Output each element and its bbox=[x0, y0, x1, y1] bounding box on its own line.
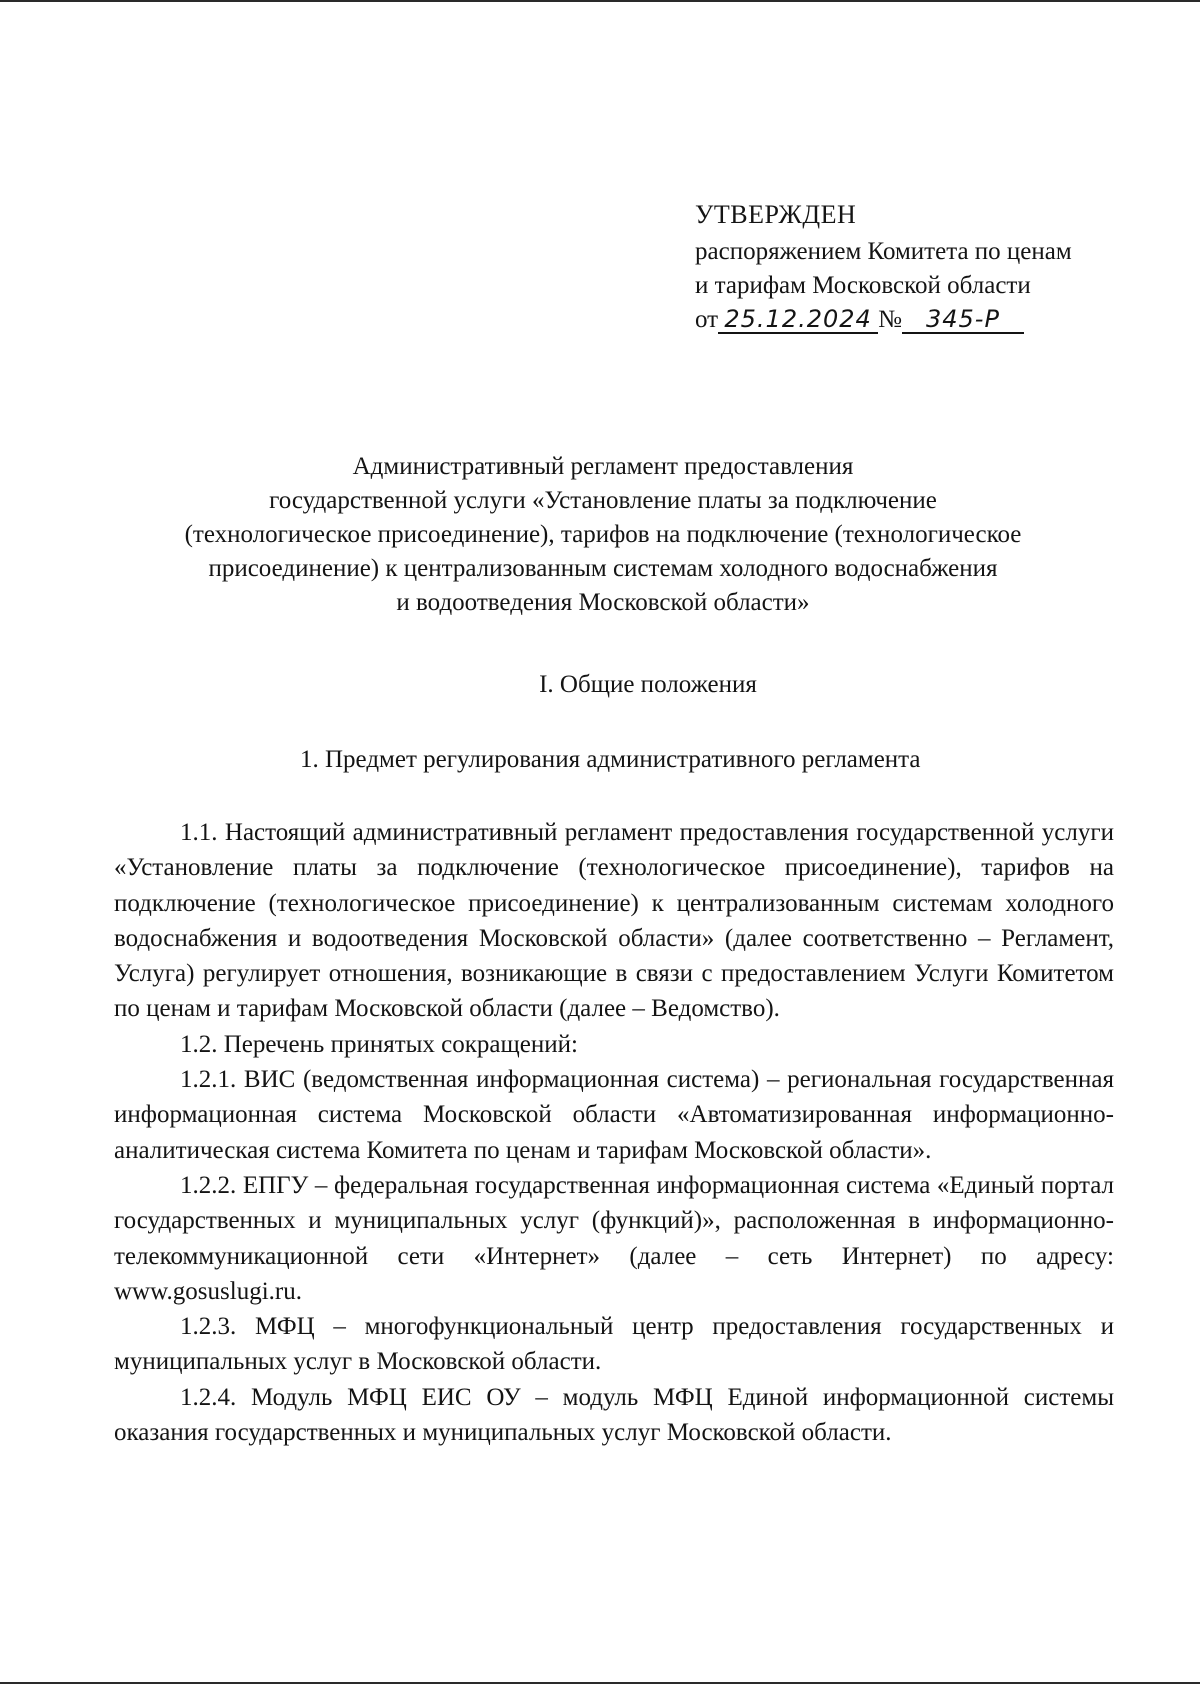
section-title: I. Общие положения bbox=[539, 671, 757, 698]
approval-line-1: распоряжением Комитета по ценам bbox=[695, 238, 1072, 265]
approval-stamp-block bbox=[695, 198, 1175, 337]
document-title bbox=[108, 450, 1098, 620]
approval-line-2: и тарифам Московской области bbox=[695, 272, 1031, 299]
paragraph: 1.2.1. ВИС (ведомственная информационная система) – региональная государственная информационная система Московской области «Автоматизированная информационно-аналитическая система Комитета по ценам и тарифам Московской области». bbox=[114, 1066, 1114, 1164]
paragraph: 1.1. Настоящий административный регламент предоставления государственной услуги «Установление платы за подключение (технологическое присоединение), тарифов на подключение (технологическое присоединение) к централизованным системам холодного водоснабжения и водоотведения Московской области» (далее соответственно – Регламент, Услуга) регулирует отношения, возникающие в связи с предоставлением Услуги Комитетом по ценам и тарифам Московской области (далее – Ведомство). bbox=[114, 819, 1114, 1023]
title-line: и водоотведения Московской области» bbox=[396, 589, 810, 616]
document-body bbox=[114, 815, 1114, 1450]
approval-heading: УТВЕРЖДЕН bbox=[695, 200, 857, 229]
handwritten-number: 345-Р bbox=[902, 306, 1024, 334]
subsection-title: 1. Предмет регулирования административного регламента bbox=[300, 746, 921, 773]
paragraph: 1.2. Перечень принятых сокращений: bbox=[180, 1030, 578, 1058]
title-line: присоединение) к централизованным системам холодного водоснабжения bbox=[208, 555, 998, 582]
paragraph: 1.2.4. Модуль МФЦ ЕИС ОУ – модуль МФЦ Единой информационной системы оказания государственных и муниципальных услуг Московской области. bbox=[114, 1383, 1114, 1447]
approval-date-number-line bbox=[695, 303, 1175, 337]
title-line: Административный регламент предоставления bbox=[352, 453, 854, 480]
paragraph: 1.2.2. ЕПГУ – федеральная государственная информационная система «Единый портал государственных и муниципальных услуг (функций)», расположенная в информационно-телекоммуникационной сети «Интернет» (далее – сеть Интернет) по адресу: www.gosuslugi.ru. bbox=[114, 1171, 1114, 1305]
title-line: (технологическое присоединение), тарифов на подключение (технологическое bbox=[184, 521, 1022, 548]
paragraph: 1.2.3. МФЦ – многофункциональный центр предоставления государственных и муниципальных услуг в Московской области. bbox=[114, 1313, 1114, 1376]
title-line: государственной услуги «Установление платы за подключение bbox=[269, 487, 937, 514]
date-prefix: от bbox=[695, 306, 719, 333]
handwritten-date: 25.12.2024 bbox=[718, 306, 878, 334]
scan-edge-top bbox=[0, 0, 1200, 2]
number-prefix: № bbox=[878, 306, 902, 333]
